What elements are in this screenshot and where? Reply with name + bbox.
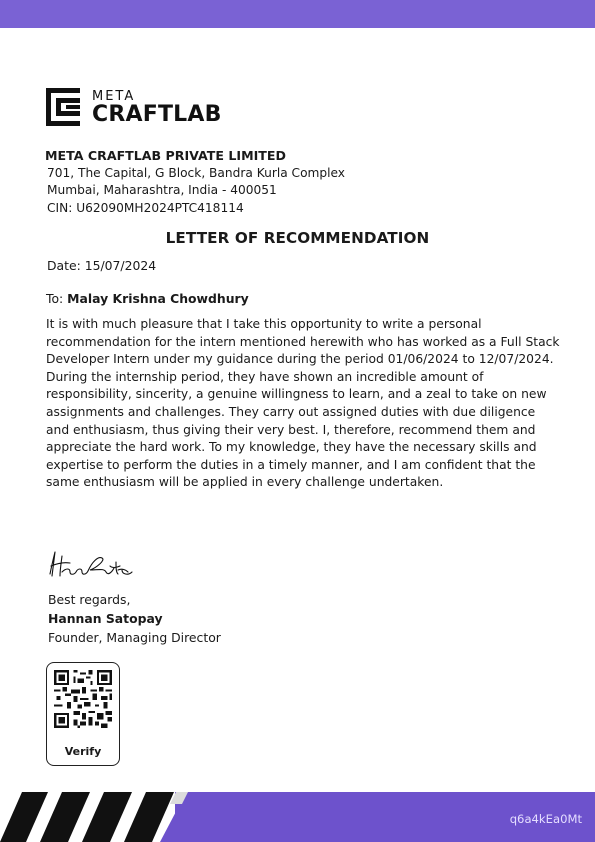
to-label: To: <box>46 291 64 306</box>
closing-block <box>48 590 221 647</box>
top-band <box>0 0 595 28</box>
letter-title: LETTER OF RECOMMENDATION <box>165 229 430 247</box>
recipient-line <box>46 291 249 306</box>
closing-regards: Best regards, <box>48 592 131 607</box>
company-info <box>45 147 345 217</box>
recipient-name: Malay Krishna Chowdhury <box>67 291 249 306</box>
footer-band <box>0 792 595 842</box>
handwritten-signature <box>46 548 136 584</box>
logo-meta-text: META <box>92 89 136 102</box>
verify-qr-card[interactable] <box>46 662 120 766</box>
company-cin: CIN: U62090MH2024PTC418114 <box>47 200 244 215</box>
logo-craftlab-text: CRAFTLAB <box>92 102 222 127</box>
letter-body: It is with much pleasure that I take this opportunity to write a personal recommendation for the intern mentioned herewith who has worked as a Full Stack Developer Intern under my guidance during the period 01/06/2024 to 12/07/2024. During the internship period, they have shown an incredible amount of responsibility, sincerity, a genuine willingness to learn, and a zeal to take on new assignments and challenges. They carry out assigned duties with due diligence and enthusiasm, thus giving their very best. I, therefore, recommend them and appreciate the hard work. To my knowledge, they have the necessary skills and expertise to perform the duties in a timely manner, and I am confident that the same enthusiasm will be applied in every challenge undertaken. <box>46 317 560 490</box>
craftlab-logo-mark-icon <box>46 88 80 126</box>
company-address-line-1: 701, The Capital, G Block, Bandra Kurla Complex <box>47 165 346 180</box>
verify-label[interactable]: Verify <box>64 745 102 758</box>
logo-meta-wordmark <box>92 88 172 102</box>
company-name: META CRAFTLAB PRIVATE LIMITED <box>45 148 286 163</box>
footer-verification-code: q6a4kEa0Mt <box>509 812 582 826</box>
company-logo <box>46 88 226 128</box>
qr-code-icon[interactable] <box>52 668 114 730</box>
letter-date: Date: 15/07/2024 <box>47 258 157 273</box>
signer-name: Hannan Satopay <box>48 611 163 626</box>
company-address-line-2: Mumbai, Maharashtra, India - 400051 <box>47 183 277 197</box>
signer-designation: Founder, Managing Director <box>48 630 221 645</box>
